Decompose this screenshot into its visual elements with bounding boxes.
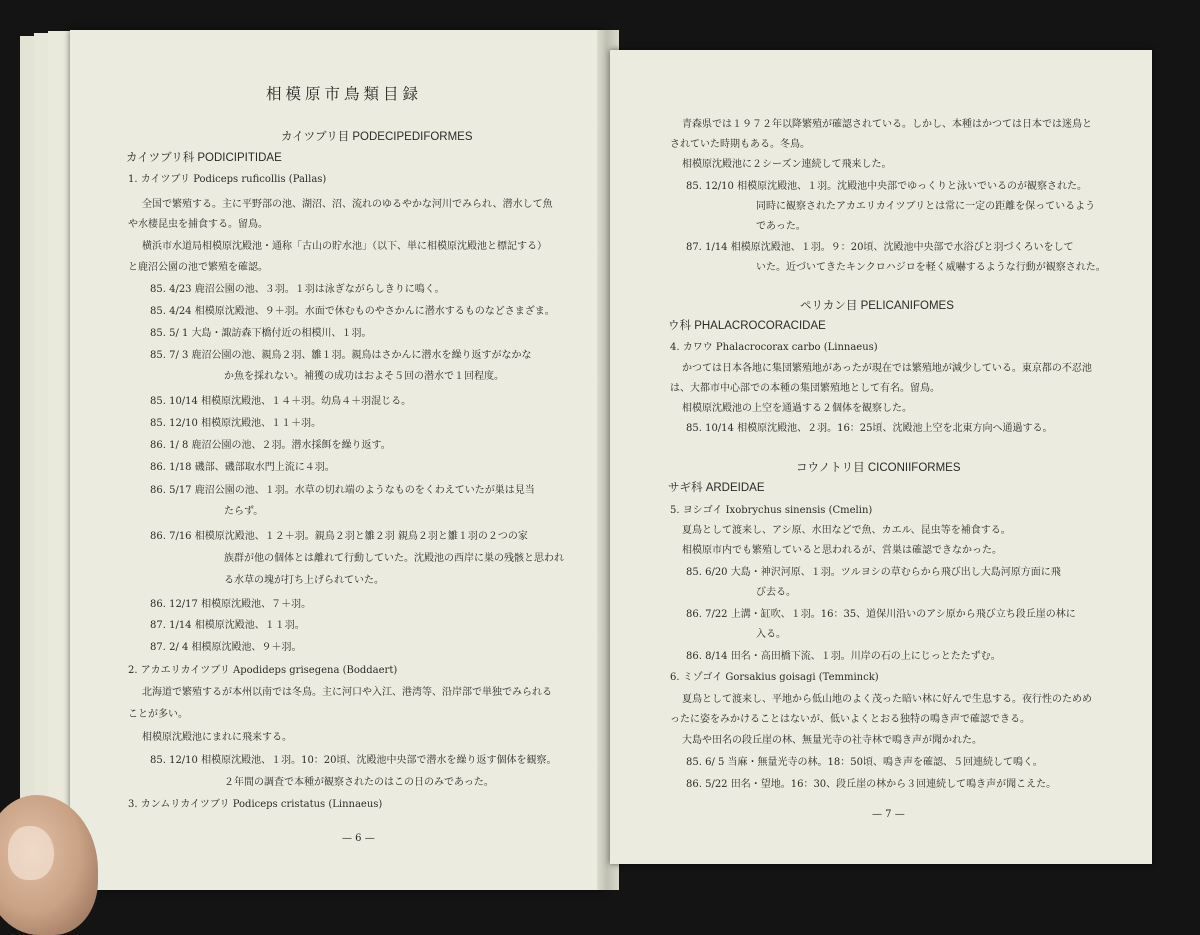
text-line: ったに姿をみかけることはないが、低いよくとおる独特の鳴き声で確認できる。 (670, 714, 1030, 725)
record-line: たらず。 (224, 506, 264, 517)
record-line: る水草の塊が打ち上げられていた。 (224, 575, 384, 586)
page-number: — 6 — (342, 833, 375, 844)
species-entry: 3. カンムリカイツブリ Podiceps cristatus (Linnaeus) (128, 799, 383, 810)
record-line: 85. 7/ 3 鹿沼公園の池、親鳥２羽、雛１羽。親鳥はさかんに潜水を繰り返すがなかな (150, 350, 532, 361)
text-line: 相模原沈殿池の上空を通過する２個体を観察した。 (682, 403, 912, 414)
record-line: 同時に観察されたアカエリカイツブリとは常に一定の距離を保っているよう (756, 201, 1096, 212)
record-line: 85. 4/24 相模原沈殿池、９＋羽。水面で休むものやさかんに潜水するものなどさまざま。 (150, 306, 555, 317)
record-line: 85. 10/14 相模原沈殿池、２羽。16：25頃、沈殿池上空を北東方向へ通過する。 (686, 423, 1053, 434)
record-line: 85. 12/10 相模原沈殿池、１１＋羽。 (150, 418, 322, 429)
record-line: 85. 10/14 相模原沈殿池、１４＋羽。幼鳥４＋羽混じる。 (150, 396, 412, 407)
record-line: いた。近づいてきたキンクロハジロを軽く威嚇するような行動が観察された。 (756, 262, 1106, 273)
text-line: と鹿沼公園の池で繁殖を確認。 (128, 262, 268, 273)
text-line: 北海道で繁殖するが本州以南では冬鳥。主に河口や入江、港湾等、沿岸部で単独でみられる (142, 687, 552, 698)
family-heading: カイツブリ科 PODICIPITIDAE (126, 152, 282, 164)
species-entry: 6. ミゾゴイ Gorsakius goisagi (Temminck) (670, 672, 879, 683)
record-line: 族群が他の個体とは離れて行動していた。沈殿池の西岸に巣の残骸と思われ (224, 553, 564, 564)
text-line: は、大都市中心部での本種の集団繁殖地として有名。留鳥。 (670, 383, 940, 394)
record-line: 85. 6/ 5 当麻・無量光寺の林。18：50頃、鳴き声を確認、５回連続して鳴く。 (686, 757, 1043, 768)
family-heading: ウ科 PHALACROCORACIDAE (668, 320, 826, 332)
record-line: 87. 1/14 相模原沈殿池、１羽。９：20頃、沈殿池中央部で水浴びと羽づくろいをして (686, 242, 1074, 253)
species-entry: 2. アカエリカイツブリ Apodideps grisegena (Boddaert) (128, 665, 398, 676)
text-line: や水棲昆虫を捕食する。留鳥。 (128, 219, 268, 230)
record-line: 85. 4/23 鹿沼公園の池、３羽。１羽は泳ぎながらしきりに鳴く。 (150, 284, 445, 295)
record-line: 86. 5/22 田名・望地。16：30、段丘崖の林から３回連続して鳴き声が聞こえた。 (686, 779, 1057, 790)
record-line: 85. 12/10 相模原沈殿池、１羽。10：20頃、沈殿池中央部で潜水を繰り返す個体を観察。 (150, 755, 557, 766)
record-line: 86. 8/14 田名・高田橋下流、１羽。川岸の石の上にじっとたたずむ。 (686, 651, 1001, 662)
record-line: ２年間の調査で本種が観察されたのはこの日のみであった。 (224, 777, 494, 788)
record-line: 85. 12/10 相模原沈殿池、１羽。沈殿池中央部でゆっくりと泳いでいるのが観察された。 (686, 181, 1087, 192)
record-line: であった。 (756, 221, 806, 232)
record-line: 87. 2/ 4 相模原沈殿池、９＋羽。 (150, 642, 302, 653)
record-line: か魚を採れない。補獲の成功はおよそ５回の潜水で１回程度。 (224, 371, 504, 382)
record-line: 86. 12/17 相模原沈殿池、７＋羽。 (150, 599, 312, 610)
text-line: 横浜市水道局相模原沈殿池・通称「古山の貯水池」（以下、単に相模原沈殿池と標記する） (142, 241, 547, 252)
record-line: 86. 1/18 磯部、磯部取水門上流に４羽。 (150, 462, 335, 473)
text-line: 相模原市内でも繁殖していると思われるが、営巣は確認できなかった。 (682, 545, 1002, 556)
record-line: 85. 5/ 1 大島・諏訪森下橋付近の相模川、１羽。 (150, 328, 372, 339)
thumbnail-nail (8, 826, 54, 880)
record-line: 86. 1/ 8 鹿沼公園の池、２羽。潜水採餌を繰り返す。 (150, 440, 391, 451)
page-number: — 7 — (872, 809, 905, 820)
family-heading: サギ科 ARDEIDAE (668, 482, 765, 494)
record-line: 85. 6/20 大島・神沢河原、１羽。ツルヨシの草むらから飛び出し大島河原方面に飛 (686, 567, 1061, 578)
record-line: 87. 1/14 相模原沈殿池、１１羽。 (150, 620, 305, 631)
species-entry: 4. カワウ Phalacrocorax carbo (Linnaeus) (670, 342, 878, 353)
text-line: 夏鳥として渡来し、平地から低山地のよく茂った暗い林に好んで生息する。夜行性のためめ (682, 694, 1092, 705)
record-line: 入る。 (756, 629, 786, 640)
page-title: 相模原市鳥類目録 (266, 85, 423, 103)
text-line: 夏鳥として渡来し、アシ原、水田などで魚、カエル、昆虫等を補食する。 (682, 525, 1011, 536)
text-line: 相模原沈殿池に２シーズン連続して飛来した。 (682, 159, 892, 170)
order-heading: コウノトリ目 CICONIIFORMES (796, 462, 961, 474)
species-entry: 5. ヨシゴイ Ixobrychus sinensis (Cmelin) (670, 505, 873, 516)
text-line: 相模原沈殿池にまれに飛来する。 (142, 732, 292, 743)
record-line: び去る。 (756, 587, 796, 598)
left-page (70, 30, 606, 890)
order-heading: カイツブリ目 PODECIPEDIFORMES (281, 131, 473, 143)
text-line: 青森県では１９７２年以降繁殖が確認されている。しかし、本種はかつては日本では迷鳥と (682, 119, 1092, 130)
record-line: 86. 7/22 上溝・缸吹、１羽。16：35、道保川沿いのアシ原から飛び立ち段丘崖の林に (686, 609, 1076, 620)
text-line: されていた時期もある。冬鳥。 (670, 139, 810, 150)
record-line: 86. 7/16 相模原沈殿池、１２＋羽。親鳥２羽と雛２羽 親鳥２羽と雛１羽の２つの家 (150, 531, 528, 542)
right-page (610, 50, 1152, 864)
text-line: ことが多い。 (128, 709, 188, 720)
text-line: 大島や田名の段丘崖の林、無量光寺の社寺林で鳴き声が聞かれた。 (682, 735, 982, 746)
order-heading: ペリカン目 PELICANIFOMES (800, 300, 954, 312)
record-line: 86. 5/17 鹿沼公園の池、１羽。水草の切れ端のようなものをくわえていたが巣は見当 (150, 485, 535, 496)
text-line: かつては日本各地に集団繁殖地があったが現在では繁殖地が減少している。東京都の不忍池 (682, 363, 1092, 374)
species-entry: 1. カイツブリ Podiceps ruficollis (Pallas) (128, 174, 327, 185)
text-line: 全国で繁殖する。主に平野部の池、湖沼、沼、流れのゆるやかな河川でみられ、潜水して魚 (142, 199, 553, 210)
